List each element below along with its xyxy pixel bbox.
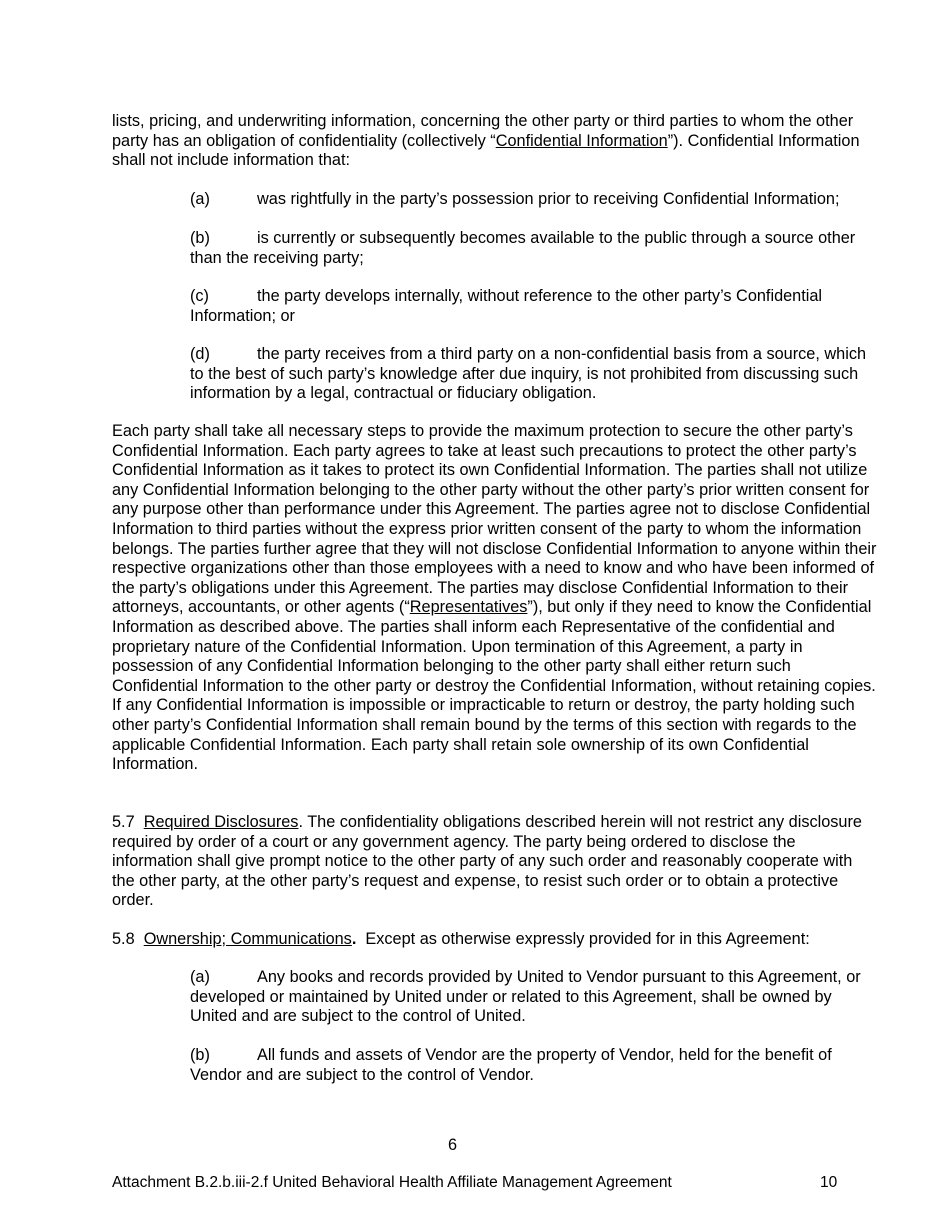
protection-text: Each party shall take all necessary steps to provide the maximum protection to secure the other party’s Confidential Information. Each party agrees to take at least such precautions to protect the other party’s Confidential Information as it takes to protect its own Confidential Information. The parties shall not utilize any Confidential Information belonging to the other party without the other party’s prior written consent for any purpose other than performance under this Agreement. The parties agree not to disclose Confidential Information to third parties without the express prior written consent of the party to whom the information belongs. The parties further agree that they will not disclose Confidential Information to anyone within their respective organizations other than those employees with a need to know and who have been informed of the party’s obligations under this Agreement. The parties may disclose Confidential Information to their attorneys, accountants, or other agents (“	[112, 422, 877, 617]
section-5-8	[112, 930, 877, 950]
intro-text-end: ”). Confidential Information shall not include information that:	[112, 131, 860, 170]
exclusion-item-c	[190, 287, 880, 326]
item-label: (c)	[190, 287, 209, 305]
item-label: (d)	[190, 345, 210, 363]
item-text: All funds and assets of Vendor are the property of Vendor, held for the benefit of Vendor and are subject to the control of Vendor.	[190, 1046, 832, 1084]
section-5-7	[112, 813, 877, 911]
section-text: Except as otherwise expressly provided for in this Agreement:	[356, 930, 810, 948]
intro-paragraph	[112, 112, 877, 171]
item-label: (b)	[190, 229, 210, 247]
protection-text-end: ”), but only if they need to know the Confidential Information as described above. The parties shall inform each Representative of the confidential and proprietary nature of the Confidential Information. Upon termination of this Agreement, a party in possession of any Confidential Information belonging to the other party shall either return such Confidential Information to the other party or destroy the Confidential Information, without retaining copies. If any Confidential Information is impossible or impracticable to return or destroy, the party holding such other party’s Confidential Information shall remain bound by the terms of this section with regards to the applicable Confidential Information. Each party shall retain sole ownership of its own Confidential Information.	[112, 598, 876, 774]
section-number: 5.8	[112, 930, 135, 948]
exclusion-item-b	[190, 229, 880, 268]
exclusion-item-d	[190, 345, 880, 404]
protection-paragraph	[112, 422, 877, 775]
item-label: (a)	[190, 968, 210, 986]
intro-text: lists, pricing, and underwriting information, concerning the other party or third parties to whom the other party has an obligation of confidentiality (collectively “	[112, 112, 854, 150]
exclusion-item-a	[190, 190, 880, 210]
ownership-item-a	[190, 968, 880, 1027]
item-text: is currently or subsequently becomes available to the public through a source other than the receiving party;	[190, 229, 856, 267]
ownership-item-b	[190, 1046, 880, 1085]
section-heading: Required Disclosures	[143, 813, 299, 831]
footer-title: Attachment B.2.b.iii-2.f United Behavioral Health Affiliate Management Agreement	[112, 1174, 672, 1191]
item-text: was rightfully in the party’s possession prior to receiving Confidential Information;	[257, 190, 840, 208]
footer-page-number: 10	[820, 1174, 838, 1191]
item-label: (b)	[190, 1046, 210, 1064]
section-number: 5.7	[112, 813, 135, 831]
section-heading: Ownership; Communications	[143, 930, 352, 948]
page-number: 6	[447, 1136, 458, 1154]
item-text: Any books and records provided by United to Vendor pursuant to this Agreement, or developed or maintained by United under or related to this Agreement, shall be owned by United and are subject to the control of United.	[190, 968, 861, 1026]
defined-term-representatives: Representatives	[409, 598, 528, 617]
item-text: the party develops internally, without reference to the other party’s Confidential Information; or	[190, 287, 823, 325]
defined-term-confidential-information: Confidential Information	[495, 131, 668, 150]
item-text: the party receives from a third party on a non-confidential basis from a source, which to the best of such party’s knowledge after due inquiry, is not prohibited from discussing such information by a legal, contractual or fiduciary obligation.	[190, 345, 867, 403]
heading-period: .	[351, 930, 357, 948]
item-label: (a)	[190, 190, 210, 208]
section-text: . The confidentiality obligations described herein will not restrict any disclosure required by order of a court or any government agency. The party being ordered to disclose the information shall give prompt notice to the other party of any such order and reasonably cooperate with the other party, at the other party’s request and expense, to resist such order or to obtain a protective order.	[112, 813, 862, 910]
